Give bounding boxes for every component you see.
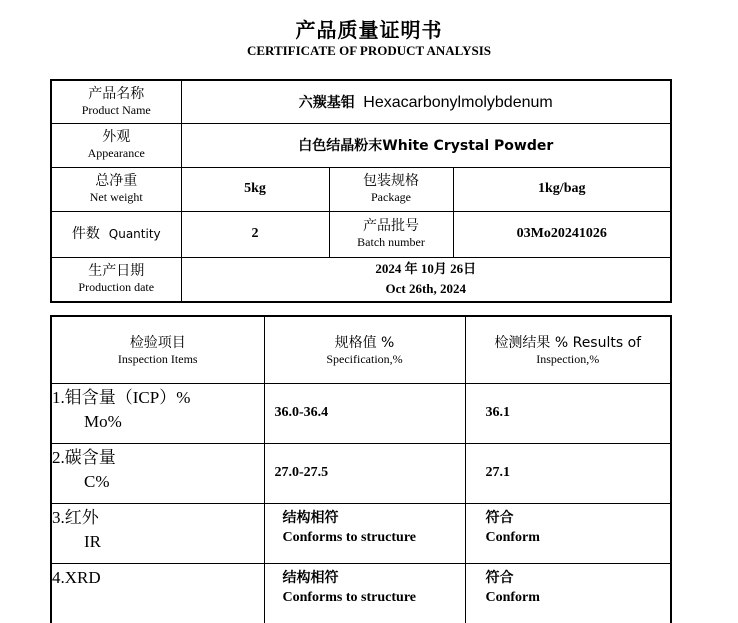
specification-value: 27.0-27.5 <box>264 443 465 503</box>
inspection-item-name: 1.钼含量（ICP）% <box>52 387 191 407</box>
inspection-item <box>51 383 264 443</box>
table-row <box>51 563 671 623</box>
package-value: 1kg/bag <box>453 167 671 211</box>
appearance-label-en: Appearance <box>87 146 145 160</box>
quantity-label-cn: 件数 <box>71 225 100 242</box>
inspection-item-symbol: C% <box>84 471 110 491</box>
quantity-label <box>51 211 181 257</box>
inspection-item <box>51 503 264 563</box>
quantity-batch-row <box>51 211 671 257</box>
inspection-item-symbol: Mo% <box>84 411 122 431</box>
net-weight-label <box>51 167 181 211</box>
net-weight-value: 5kg <box>181 167 329 211</box>
specification-value <box>264 503 465 563</box>
inspection-items-header <box>51 316 264 383</box>
production-date-cn: 2024 年 10月 26日 <box>375 261 477 277</box>
production-date-row <box>51 257 671 302</box>
results-header-en: Inspection,% <box>536 352 600 367</box>
results-header <box>465 316 671 383</box>
package-label-cn: 包装规格 <box>363 173 419 189</box>
inspection-table <box>50 315 672 623</box>
specification-value-cn: 结构相符 <box>282 509 339 526</box>
production-date-label-en: Production date <box>78 280 155 295</box>
result-value <box>465 503 671 563</box>
net-weight-label-cn: 总净重 <box>95 173 138 189</box>
inspection-items-header-en: Inspection Items <box>117 352 198 367</box>
specification-value <box>264 563 465 623</box>
production-date-label-cn: 生产日期 <box>88 263 145 280</box>
result-value <box>465 563 671 623</box>
quantity-value: 2 <box>181 211 329 257</box>
appearance-label-cn: 外观 <box>102 129 131 145</box>
product-name-label-cn: 产品名称 <box>88 85 145 102</box>
table-row <box>51 383 671 443</box>
quantity-label-en: Quantity <box>108 226 161 241</box>
package-label <box>329 167 453 211</box>
specification-value-en: Conforms to structure <box>282 529 416 545</box>
result-value-cn: 符合 <box>485 509 514 526</box>
product-info-table <box>50 79 672 303</box>
specification-header-cn: 规格值 % <box>334 335 395 352</box>
product-name-label <box>51 80 181 123</box>
specification-header-en: Specification,% <box>326 352 403 367</box>
specification-header <box>264 316 465 383</box>
result-value-cn: 符合 <box>485 569 514 586</box>
production-date-value <box>181 257 671 302</box>
result-value: 27.1 <box>465 443 671 503</box>
batch-label <box>329 211 453 257</box>
inspection-item-name: 2.碳含量 <box>52 447 116 467</box>
appearance-label <box>51 123 181 167</box>
specification-value-en: Conforms to structure <box>282 589 416 605</box>
inspection-item <box>51 563 264 623</box>
net-weight-label-en: Net weight <box>89 190 143 204</box>
result-value-en: Conform <box>485 529 540 545</box>
table-row <box>51 443 671 503</box>
result-value-en: Conform <box>485 589 540 605</box>
batch-label-cn: 产品批号 <box>363 218 419 234</box>
production-date-en: Oct 26th, 2024 <box>385 281 467 297</box>
appearance-value: 白色结晶粉末White Crystal Powder <box>181 123 671 167</box>
product-name-row <box>51 80 671 123</box>
inspection-items-header-cn: 检验项目 <box>129 335 186 352</box>
inspection-item-name: 4.XRD <box>52 567 101 587</box>
specification-value: 36.0-36.4 <box>264 383 465 443</box>
certificate-title-cn: 产品质量证明书 <box>295 18 443 42</box>
product-name-cn: 六羰基钼 <box>298 94 355 111</box>
appearance-row <box>51 123 671 167</box>
results-header-cn: 检测结果 % Results of <box>494 335 642 352</box>
package-label-en: Package <box>371 190 411 204</box>
batch-label-en: Batch number <box>357 235 425 249</box>
inspection-item <box>51 443 264 503</box>
product-name-en: Hexacarbonylmolybdenum <box>363 93 553 111</box>
weight-package-row <box>51 167 671 211</box>
inspection-header-row <box>51 316 671 383</box>
certificate-title-en: CERTIFICATE OF PRODUCT ANALYSIS <box>246 43 492 58</box>
table-row <box>51 503 671 563</box>
inspection-item-symbol: IR <box>84 531 101 551</box>
inspection-item-name: 3.红外 <box>52 507 99 527</box>
batch-value: 03Mo20241026 <box>453 211 671 257</box>
specification-value-cn: 结构相符 <box>282 569 339 586</box>
result-value: 36.1 <box>465 383 671 443</box>
product-name-label-en: Product Name <box>81 102 151 117</box>
production-date-label <box>51 257 181 302</box>
product-name-value <box>181 80 671 123</box>
